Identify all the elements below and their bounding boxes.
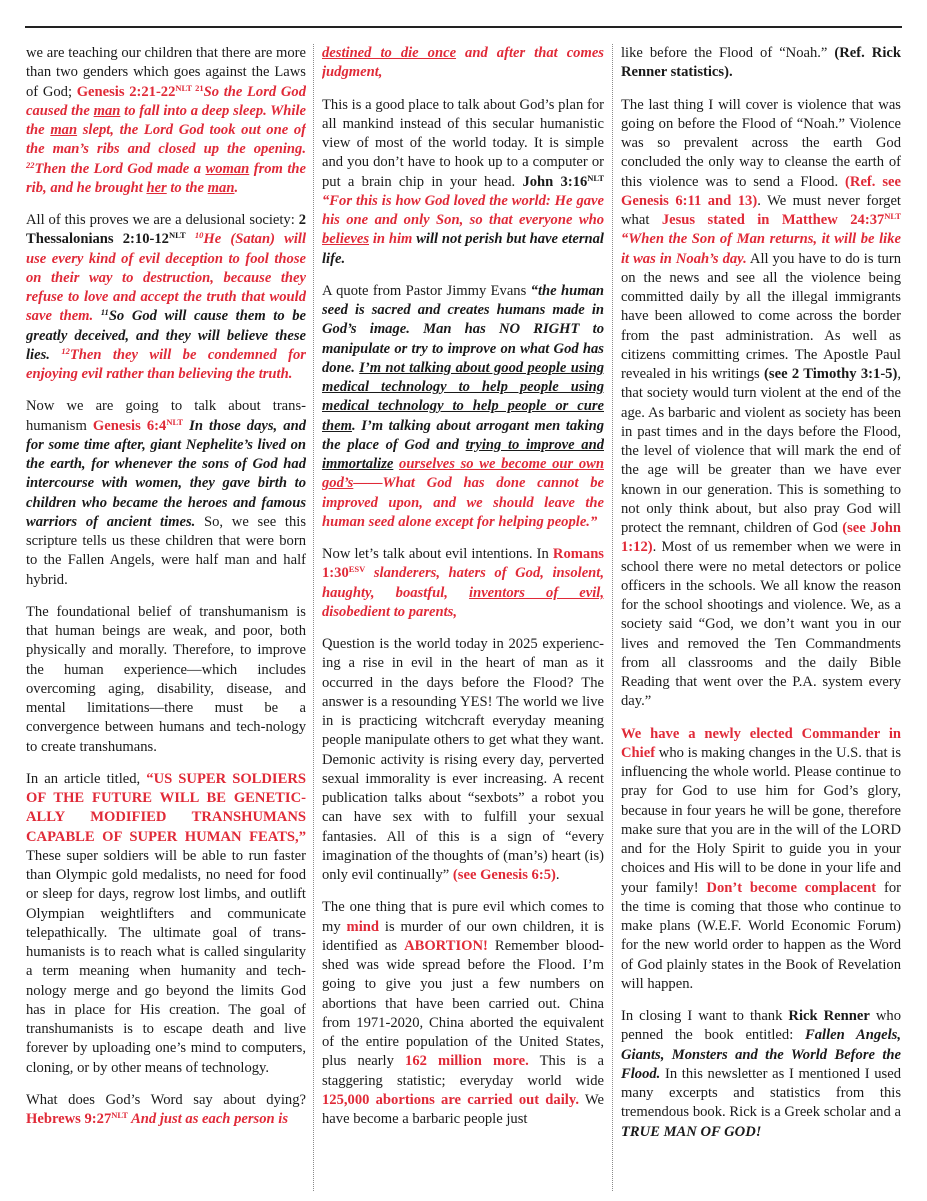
reference: (Ref. Rick Renner statistics). xyxy=(621,45,901,81)
scripture-quote: In those days, and for some time after, giant Nephelite’s lived on the earth, for whenever the sons of God had intercourse with women, they gave birth to children who became the heroes and famous warriors of ancient times. xyxy=(26,417,306,530)
text-span: slept, the Lord God took out one of the man’s ribs and closed up the opening. xyxy=(26,122,306,158)
text-span: So the Lord God caused the xyxy=(26,83,306,119)
text-span: All of this proves we are a delusional society: xyxy=(26,212,299,228)
verse-number: 12 xyxy=(61,345,70,356)
paragraph-abortion xyxy=(322,898,604,1129)
text-span: Now we are going to talk about trans-humanism xyxy=(26,398,306,434)
text-span: The one thing that is pure evil which comes to my xyxy=(322,899,604,935)
scripture-ref: Jesus stated in Matthew 24:37 xyxy=(661,212,885,228)
scripture-ref: Genesis 6:4 xyxy=(92,417,167,434)
text-span: We have become a barbaric people just xyxy=(322,1091,604,1127)
paragraph-super-soldiers xyxy=(26,770,306,1078)
text-span: In this newsletter as I mentioned I used many excerpts and statistics from this tremendous book. Rick is a Greek scholar and a xyxy=(621,1065,901,1121)
scripture-quote: “For this is how God loved the world: He gave his one and only Son, so that everyone who xyxy=(322,192,604,228)
text-span: to the xyxy=(166,179,208,196)
highlight-phrase: Don’t become complacent xyxy=(706,879,877,896)
paragraph-evil-intentions xyxy=(322,545,604,622)
text-span: , that society would turn violent at the end of the age. As barbaric and violent as society has been in past times and in the days before the Flood, the level of violence that will mark the end of the age will be greater than we have ever known in our generation. This is something to not only think about, but also pray God will protect the remnant, children of God xyxy=(621,366,901,536)
text-span: This is a staggering statistic; everyday world wide xyxy=(322,1053,604,1089)
text-span: . I’m talking about arrogant men taking the place of God and xyxy=(322,417,604,453)
underlined-word: man xyxy=(207,179,235,196)
verse-number: 10 xyxy=(194,230,204,241)
verse-number: 22 xyxy=(26,159,35,170)
underlined-word: believes xyxy=(322,231,369,248)
article-title: “US SUPER SOLDIERS OF THE FUTURE WILL BE GENETIC-ALLY MODIFIED TRANSHUMANS CAPABLE OF SUPER HUMAN FEATS,” xyxy=(26,770,306,845)
column-divider xyxy=(313,44,314,1191)
version-tag: NLT xyxy=(587,172,604,183)
underlined-phrase: ourselves so we become our own god’s xyxy=(322,456,604,492)
text-span: All you have to do is turn on the news and see all the violence being committed daily by all the illegal immigrants have been allowed to come across the border from the past administration. As well as citizens committing crimes. The Apostle Paul revealed in his writings xyxy=(621,250,901,382)
scripture-quote: will not perish but have eternal life. xyxy=(322,231,604,267)
version-tag: NLT xyxy=(884,211,901,221)
scripture-quote: “When the Son of Man returns, it will be like it was in Noah’s day. xyxy=(621,231,901,267)
version-tag: NLT xyxy=(168,230,186,241)
scripture-ref: (Ref. see Genesis 6:11 and 13) xyxy=(621,173,901,209)
paragraph-foundational-belief: The foundational belief of transhumanism is that human beings are weak, and poor, both physically and morally. Therefore, to improve the human experience—which includes overcoming aging, disability, disease, and mental limitations—there must be a convergence between humans and tech-nology to create transhumans. xyxy=(26,603,306,755)
text-span: These super soldiers will be able to run faster than Olympic gold medalists, no need for food or sleep for days, regrow lost limbs, and outlift Olympian weightlifters and communicate telepathically. The ultimate goal of trans-humanists is to reach what is called singularity a term meaning when humanity and tech-nology merge and go beyond the limits God has in place for His creation. The goal of transhumanists is to escape death and live forever by uploading one’s mind to computers, cloning, or by other means of technology. xyxy=(26,847,306,1076)
highlight-phrase: We have a newly elected Commander in Chief xyxy=(621,725,901,761)
header-rule xyxy=(25,26,902,28)
paragraph-transhumanism xyxy=(26,397,306,590)
text-span: Question is the world today in 2025 experienc-ing a rise in evil in the heart of man as it occurred in the days before the Flood? The answer is a resounding YES! The world we live in is practicing witchcraft everyday meaning people manipulate others to get what they want. Demonic activity is rising every day, perverted sexual immorality is ever increasing. A recent publication talks about “sexbots” a robot you can have sex with to fulfill your sexual fantasies. All of this is a sign of “every imagination of the thoughts of (man’s) heart (is) only evil continually” xyxy=(322,636,604,883)
scripture-quote: slanderers, haters of God, insolent, haughty, boastful, xyxy=(322,565,604,601)
text-span: Now let’s talk about evil intentions. In xyxy=(322,546,553,562)
scripture-ref: Romans 1:30 xyxy=(322,546,604,582)
paragraph-jimmy-evans-quote xyxy=(322,282,604,532)
text-span: In closing I want to thank xyxy=(621,1008,789,1024)
underlined-word: woman xyxy=(205,160,250,177)
scripture-ref: John 3:16 xyxy=(522,173,588,190)
text-span: to fall into a deep sleep. While the xyxy=(26,102,306,138)
version-tag: NLT xyxy=(111,1110,128,1120)
paragraph-commander-in-chief xyxy=(621,725,901,995)
highlight-statistic: 125,000 abortions are carried out daily. xyxy=(322,1091,579,1108)
underlined-phrase: trying to improve and immortalize xyxy=(322,436,604,472)
paragraph-closing xyxy=(621,1007,901,1142)
column-right xyxy=(621,44,901,1191)
text-span: A quote from Pastor Jimmy Evans xyxy=(322,282,531,299)
verse-number: 11 xyxy=(100,307,109,318)
text-span: ——What God has done cannot be improved upon, and we should leave the human seed alone except for helping people.” xyxy=(322,475,604,530)
highlight-statistic: 162 million more. xyxy=(405,1053,529,1070)
paragraph-noah xyxy=(621,44,901,83)
book-title: Fallen Angels, Giants, Monsters and the World Before the Flood. xyxy=(621,1027,901,1082)
text-span: from the rib, and he brought xyxy=(26,160,306,196)
underlined-word: man xyxy=(93,102,121,119)
closing-phrase: TRUE MAN OF GOD! xyxy=(621,1123,762,1140)
underlined-phrase: I’m not talking about good people using medical technology to help people using medical technology to help people or cure them xyxy=(322,359,604,434)
text-span: This is a good place to talk about God’s plan for all mankind instead of this secular humanistic view of most of the world today. It is simple and you don’t have to hook up to a computer or put a brain chip in your head. xyxy=(322,96,604,190)
text-span: we are teaching our children that there are more than two genders which goes against the Laws of God; xyxy=(26,45,306,100)
text-span: is murder of our own children, it is identified as xyxy=(322,918,604,954)
quote xyxy=(322,283,604,530)
scripture-ref: Hebrews 9:27 xyxy=(26,1111,112,1127)
author-name: Rick Renner xyxy=(788,1008,870,1024)
text-span: like before the Flood of “Noah.” xyxy=(621,45,835,61)
scripture-quote: Then they will be condemned for enjoying evil rather than believing the truth. xyxy=(26,346,306,382)
text-span: who is making changes in the U.S. that is influencing the whole world. Please continue to pray for God to use him for God’s glory, because in four years he will be gone, therefore make sure that you are in the will of the LORD and for the Holy Spirit to guide you in your choices and His will to be done in your life and your family! xyxy=(621,744,901,896)
scripture-quote: in him xyxy=(369,231,413,248)
paragraph-delusional xyxy=(26,211,306,384)
underlined-phrase: destined to die once xyxy=(322,45,457,61)
paragraph-gods-plan xyxy=(322,96,604,269)
version-tag: ESV xyxy=(348,564,366,575)
underlined-word: man xyxy=(50,122,78,138)
text-span: What does God’s Word say about dying? xyxy=(26,1091,306,1108)
paragraph-rise-in-evil xyxy=(322,635,604,885)
version-tag: NLT 21 xyxy=(175,82,204,93)
text-span: Then the Lord God made a xyxy=(34,160,206,177)
text-span: In an article titled, xyxy=(26,770,147,787)
text-span: The last thing I will cover is violence that was going on before the Flood of “Noah.” Violence was so prevalent across the earth God concluded the only way to cleanse the earth of this violence was to send a Flood. xyxy=(621,96,901,190)
scripture-quote: disobedient to parents, xyxy=(322,603,457,620)
paragraph-destined xyxy=(322,44,604,83)
column-middle xyxy=(322,44,604,1191)
scripture-ref: Genesis 2:21-22 xyxy=(76,83,176,100)
underlined-phrase: inventors of evil, xyxy=(469,584,604,601)
text-span: . xyxy=(234,179,239,196)
scripture-quote: and after that comes judgment, xyxy=(322,45,604,81)
column-left xyxy=(26,44,306,1191)
paragraph-genders xyxy=(26,44,306,198)
text-span: who penned the book entitled: xyxy=(621,1008,901,1044)
paragraph-dying xyxy=(26,1091,306,1130)
scripture-quote xyxy=(26,84,306,196)
paragraph-violence xyxy=(621,96,901,712)
scripture-quote: So God will cause them to be greatly deceived, and they will believe these lies. xyxy=(26,308,306,363)
text-span: “the human seed is sacred and creates humans made in God’s image. Man has NO RIGHT to manipulate or try to improve on what God has done. xyxy=(322,282,604,376)
text-span: Remember blood-shed was wide spread before the Flood. I’m going to give you just a few numbers on abortions that have been carried out. China from 1971-2020, China aborted the equivalent of the entire population of the United States, plus nearly xyxy=(322,937,604,1070)
column-divider xyxy=(612,44,613,1191)
underlined-word: her xyxy=(146,179,167,196)
text-span: for the time is coming that those who continue to make plans (W.E.F. World Economic Forum) for the new world order to happen as the Word of God plainly states in the Book of Revelation will happen. xyxy=(621,879,901,992)
text-span: . xyxy=(555,867,560,883)
scripture-ref: 2 Thessalonians 2:10-12 xyxy=(26,212,306,248)
scripture-ref: (see John 1:12) xyxy=(621,520,901,556)
highlight-word: mind xyxy=(346,918,379,935)
text-span: . Most of us remember when we were in school there were no metal detectors or police officers in the schools. We all know the reason for the school shootings and violence. We, as a society said “God, we don’t want you in our lives and removed the Ten Commandments from all classrooms and the daily Bible Reading that went over the P.A. system every day.” xyxy=(621,539,901,710)
highlight-word: ABORTION! xyxy=(404,937,488,954)
scripture-ref: (see 2 Timothy 3:1-5) xyxy=(764,366,898,382)
text-span: So, we see this scripture tells us these children that were born to the Fallen Angels, were half man and half hybrid. xyxy=(26,513,306,588)
version-tag: NLT xyxy=(166,416,184,427)
scripture-quote: And just as each person is xyxy=(127,1111,288,1127)
scripture-quote: He (Satan) will use every kind of evil deception to fool those on their way to destruction, because they refuse to love and accept the truth that would save them. xyxy=(26,231,306,325)
text-span: . We must never forget what xyxy=(621,192,901,228)
scripture-ref: (see Genesis 6:5) xyxy=(452,867,556,883)
